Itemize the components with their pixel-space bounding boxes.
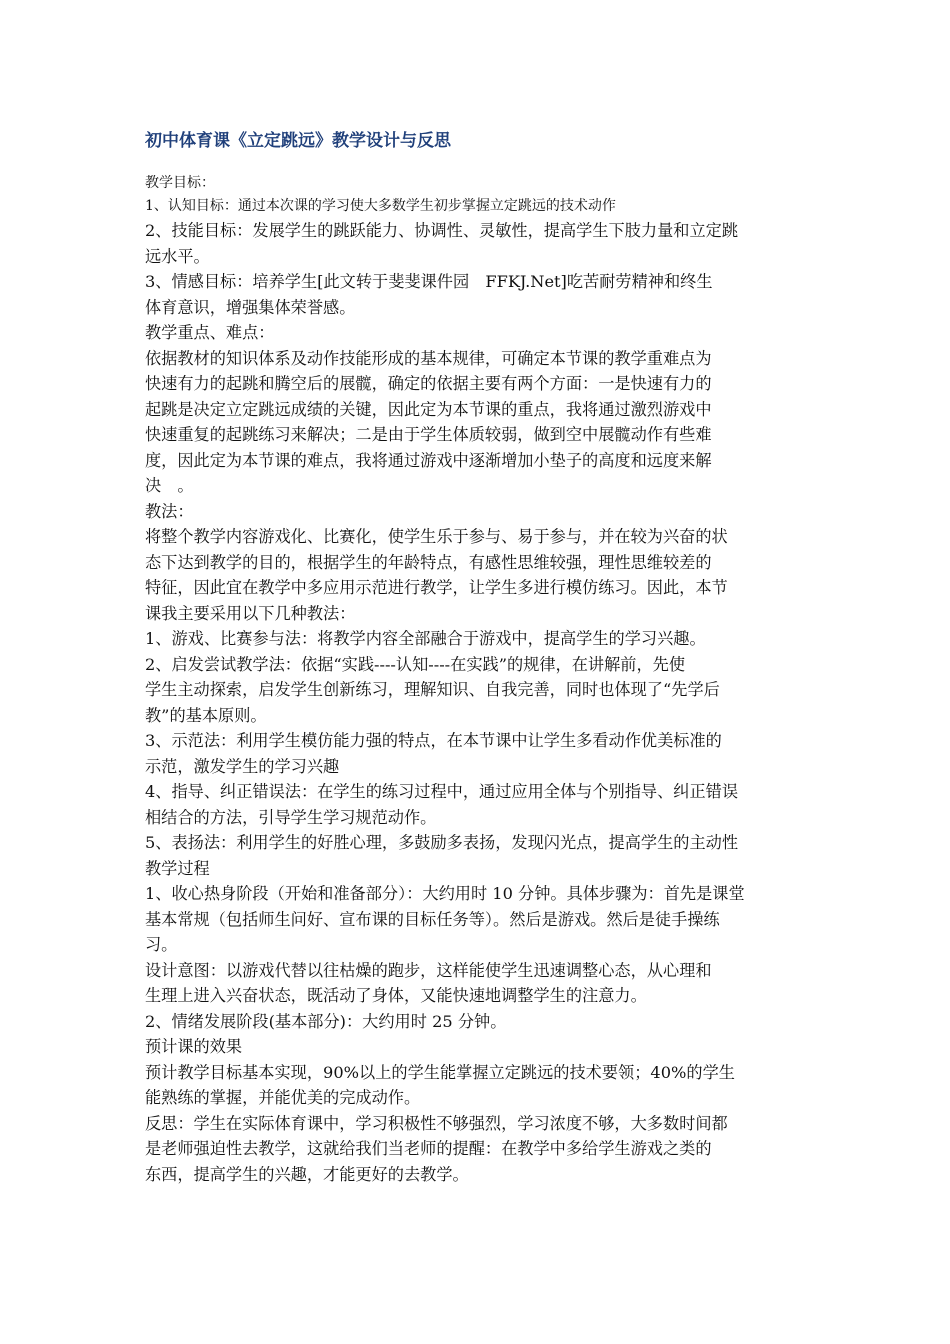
body-line: 态下达到教学的目的，根据学生的年龄特点，有感性思维较强，理性思维较差的 xyxy=(145,552,712,572)
body-line: 远水平。 xyxy=(145,246,210,266)
body-line: 体育意识，增强集体荣誉感。 xyxy=(145,297,356,317)
body-line: 快速重复的起跳练习来解决；二是由于学生体质较弱，做到空中展髋动作有些难 xyxy=(145,425,712,444)
body-line: 3、示范法：利用学生模仿能力强的特点，在本节课中让学生多看动作优美标准的 xyxy=(145,731,722,750)
body-line: 生理上进入兴奋状态，既活动了身体，又能快速地调整学生的注意力。 xyxy=(145,986,647,1005)
body-line: 决 。 xyxy=(145,476,194,495)
body-line: 1、认知目标：通过本次课的学习使大多数学生初步掌握立定跳远的技术动作 xyxy=(145,198,616,214)
body-line: 预计教学目标基本实现，90%以上的学生能掌握立定跳远的技术要领；40%的学生 xyxy=(145,1062,735,1082)
body-line: 教”的基本原则。 xyxy=(145,705,267,725)
body-line: 预计课的效果 xyxy=(145,1037,243,1056)
body-line: 1、游戏、比赛参与法：将教学内容全部融合于游戏中，提高学生的学习兴趣。 xyxy=(145,629,706,648)
body-line: 教法： xyxy=(145,501,194,521)
body-line: 示范，激发学生的学习兴趣 xyxy=(145,756,340,776)
body-line: 1、收心热身阶段（开始和准备部分）：大约用时 10 分钟。具体步骤为：首先是课堂 xyxy=(145,884,745,903)
body-line: 4、指导、纠正错误法：在学生的练习过程中，通过应用全体与个别指导、纠正错误 xyxy=(145,782,739,801)
body-line: 度，因此定为本节课的难点，我将通过游戏中逐渐增加小垫子的高度和远度来解 xyxy=(145,450,712,470)
body-line: 习。 xyxy=(145,935,178,954)
body-line: 起跳是决定立定跳远成绩的关键，因此定为本节课的重点，我将通过激烈游戏中 xyxy=(145,399,712,419)
body-line: 2、技能目标：发展学生的跳跃能力、协调性、灵敏性，提高学生下肢力量和立定跳 xyxy=(145,221,739,240)
body-line: 特征，因此宜在教学中多应用示范进行教学，让学生多进行模仿练习。因此，本节 xyxy=(145,578,728,597)
body-line: 相结合的方法，引导学生学习规范动作。 xyxy=(145,807,437,827)
body-line: 2、启发尝试教学法：依据“实践----认知----在实践”的规律，在讲解前，先使 xyxy=(145,654,686,674)
body-line: 课我主要采用以下几种教法： xyxy=(145,603,356,623)
document-title: 初中体育课《立定跳远》教学设计与反思 xyxy=(145,131,451,151)
body-line: 将整个教学内容游戏化、比赛化，使学生乐于参与、易于参与，并在较为兴奋的状 xyxy=(145,527,728,546)
body-line: 教学过程 xyxy=(145,858,210,878)
body-line: 反思：学生在实际体育课中，学习积极性不够强烈，学习浓度不够，大多数时间都 xyxy=(145,1113,728,1133)
body-line: 东西，提高学生的兴趣，才能更好的去教学。 xyxy=(145,1164,469,1184)
body-line: 设计意图：以游戏代替以往枯燥的跑步，这样能使学生迅速调整心态，从心理和 xyxy=(145,960,712,980)
body-line: 是老师强迫性去教学，这就给我们当老师的提醒：在教学中多给学生游戏之类的 xyxy=(145,1139,712,1158)
body-line: 学生主动探索，启发学生创新练习，理解知识、自我完善，同时也体现了“先学后 xyxy=(145,680,720,699)
body-line: 3、情感目标：培养学生[此文转于斐斐课件园 FFKJ.Net]吃苦耐劳精神和终生 xyxy=(145,272,713,291)
body-line: 依据教材的知识体系及动作技能形成的基本规律，可确定本节课的教学重难点为 xyxy=(145,348,712,368)
body-line: 5、表扬法：利用学生的好胜心理，多鼓励多表扬，发现闪光点，提高学生的主动性 xyxy=(145,833,739,852)
document-body xyxy=(145,172,813,1187)
body-line: 基本常规（包括师生问好、宣布课的目标任务等）。然后是游戏。然后是徒手操练 xyxy=(145,909,720,929)
body-line: 快速有力的起跳和腾空后的展髋，确定的依据主要有两个方面：一是快速有力的 xyxy=(145,374,712,393)
body-line: 能熟练的掌握，并能优美的完成动作。 xyxy=(145,1088,421,1107)
body-line: 教学目标： xyxy=(145,175,215,191)
body-line: 2、情绪发展阶段(基本部分)：大约用时 25 分钟。 xyxy=(145,1011,507,1031)
body-line: 教学重点、难点： xyxy=(145,323,275,342)
